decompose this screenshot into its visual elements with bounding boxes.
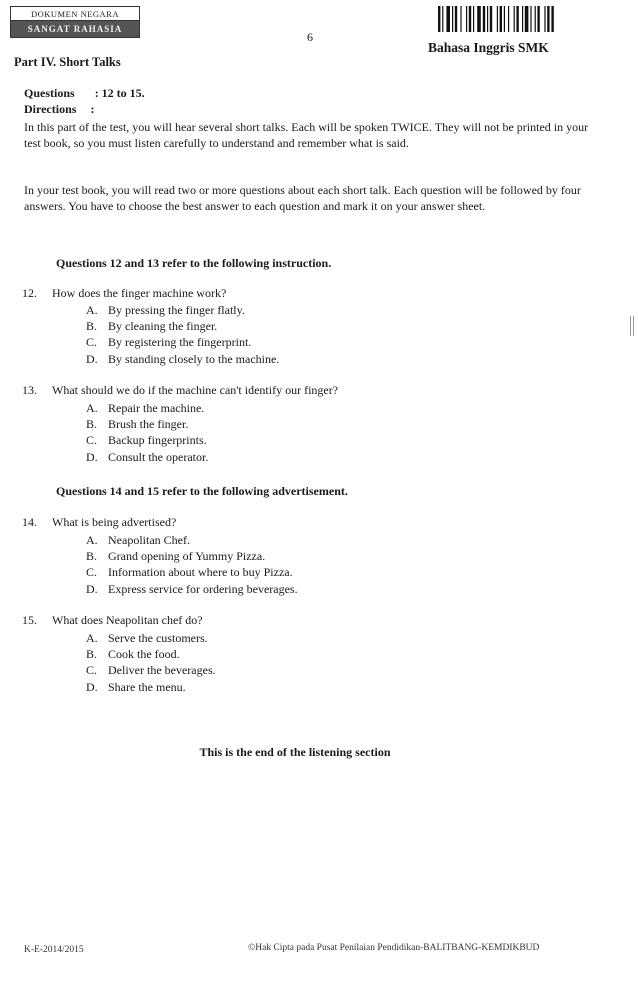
option-a: A. Repair the machine. [86,401,205,415]
options-12 [86,302,279,367]
option-b: B. Brush the finger. [86,417,189,432]
option-b: B. By cleaning the finger. [86,319,218,334]
questions-range [24,86,145,101]
directions-colon: : [90,102,95,116]
section-heading-instruction: Questions 12 and 13 refer to the following instruction. [56,256,332,270]
questions-label: Questions [24,86,75,100]
question-12 [22,286,582,302]
option-d: D. By standing closely to the machine. [86,351,280,366]
question-number: 14. [22,515,37,529]
part-title: Part IV. Short Talks [14,55,121,69]
question-number: 15. [22,613,37,627]
section-heading-advertisement: Questions 14 and 15 refer to the following advertisement. [56,484,348,498]
option-d: D. Consult the operator. [86,449,209,464]
question-number: 12. [22,286,37,300]
option-a: A. Serve the customers. [86,631,208,645]
question-text: What does Neapolitan chef do? [52,613,203,627]
stamp-top-text: DOKUMEN NEGARA [11,7,139,21]
directions-label: Directions [24,102,77,116]
stamp-bottom-text: SANGAT RAHASIA [11,21,139,37]
option-c: C. Information about where to buy Pizza. [86,565,293,580]
question-13 [22,383,582,399]
questions-range-value: : 12 to 15. [94,86,145,100]
option-d: D. Share the menu. [86,679,186,694]
option-b: B. Cook the food. [86,647,180,662]
question-number: 13. [22,383,37,397]
question-text: What should we do if the machine can't identify our finger? [52,383,339,397]
option-a: A. Neapolitan Chef. [86,533,190,547]
scan-mark [630,316,634,336]
directions-heading [24,102,94,117]
subject-title: Bahasa Inggris SMK [428,40,549,55]
end-of-section-text: This is the end of the listening section [199,745,391,759]
barcode-icon [438,6,586,32]
option-d: D. Express service for ordering beverages. [86,581,298,596]
option-b: B. Grand opening of Yummy Pizza. [86,549,266,564]
question-text: What is being advertised? [52,515,177,529]
option-a: A. By pressing the finger flatly. [86,303,245,317]
question-text: How does the finger machine work? [52,286,227,300]
question-15 [22,613,582,629]
directions-paragraph-1: In this part of the test, you will hear several short talks. Each will be spoken TWICE. They will not be printed in your test book, so you must listen carefully to understand and remember what is said. [24,120,589,150]
footer-copyright: ©Hak Cipta pada Pusat Penilaian Pendidikan-BALITBANG-KEMDIKBUD [248,943,540,953]
options-13 [86,400,208,465]
option-c: C. Deliver the beverages. [86,663,216,678]
footer-code: K-E-2014/2015 [24,945,84,955]
option-c: C. Backup fingerprints. [86,433,207,448]
question-14 [22,515,582,531]
options-15 [86,630,216,695]
options-14 [86,532,298,597]
option-c: C. By registering the fingerprint. [86,335,252,350]
page-number: 6 [307,30,313,44]
directions-paragraph-2: In your test book, you will read two or more questions about each short talk. Each question will be followed by four answers. You have to choose the best answer to each question and mark it on your answer sheet. [24,183,581,213]
